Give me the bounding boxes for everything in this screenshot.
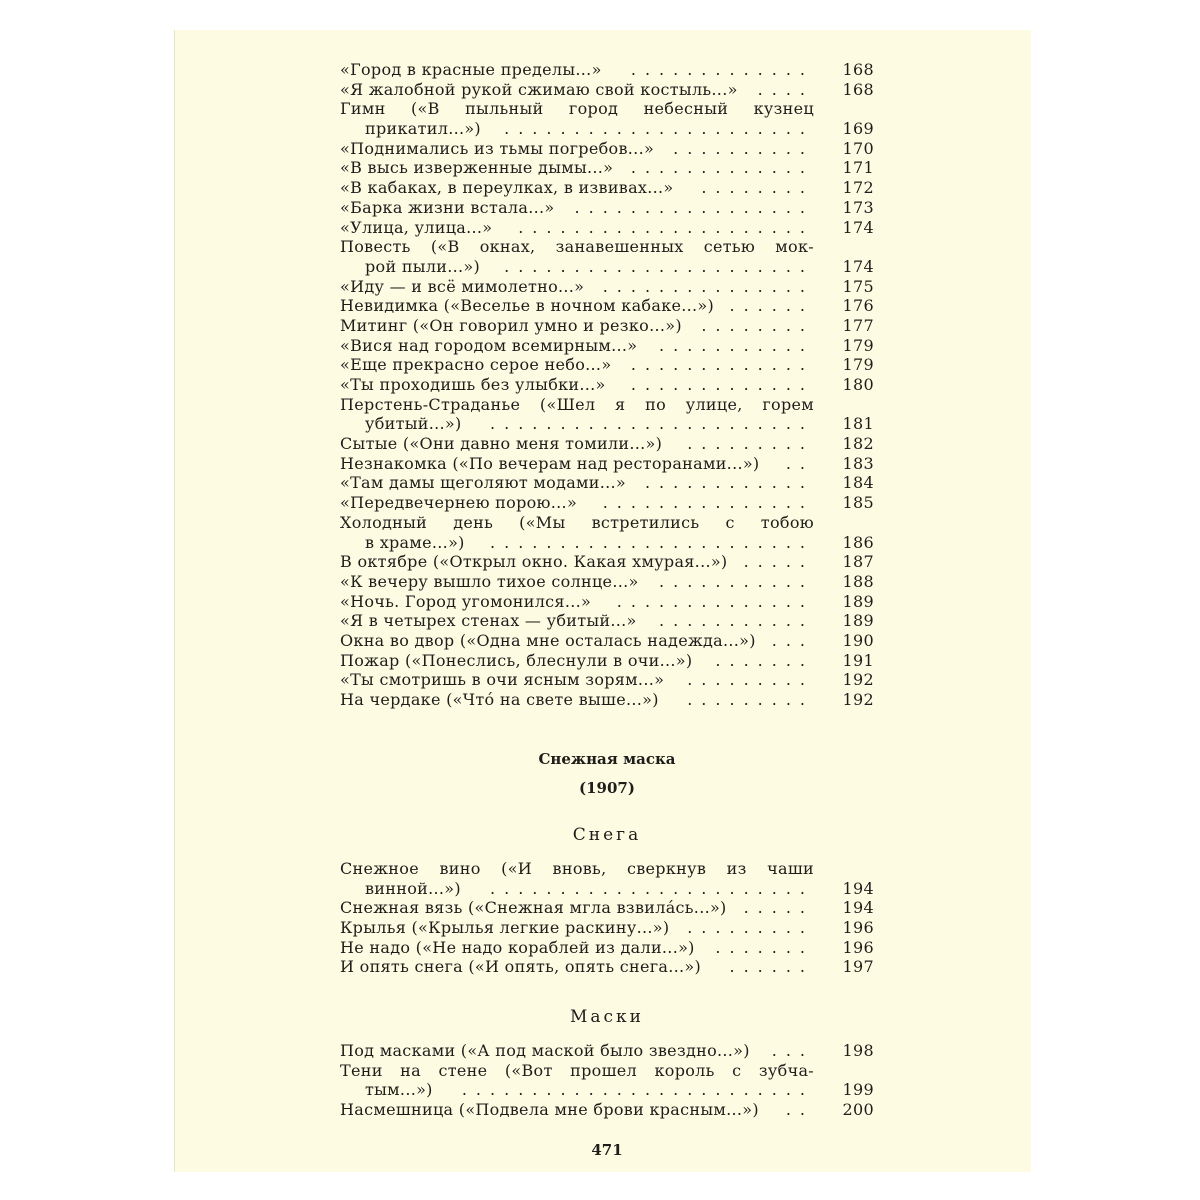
toc-entry-title: «Передвечернею порою...» (340, 493, 578, 513)
leader-dots: ............. (630, 158, 814, 178)
leader-dots: ........ (701, 178, 814, 198)
leader-dots: ....... (715, 937, 814, 957)
toc-entry-line (340, 375, 874, 395)
toc-entry-line (340, 651, 874, 671)
toc-entry-title: «Барка жизни встала...» (340, 197, 555, 217)
toc-entry-line (340, 80, 874, 100)
toc-entry-line (340, 198, 874, 218)
toc-entry-title: Гимн («В пыльный город небесный кузнец (340, 99, 814, 119)
toc-entry-title: «К вечеру вышло тихое солнце...» (340, 571, 639, 591)
toc-entry-title: Повесть («В окнах, занавешенных сетью мок- (340, 237, 814, 257)
toc-section-1 (340, 60, 874, 710)
leader-dots: .............. (616, 591, 814, 611)
leader-dots: .. (785, 453, 814, 473)
subsection-title-snega: Снега (572, 825, 642, 845)
leader-dots: ...... (729, 296, 814, 316)
toc-page-number: 183 (842, 453, 874, 473)
toc-entry-line (340, 257, 874, 277)
toc-entry-line (340, 178, 874, 198)
toc-entry-line (340, 296, 874, 316)
toc-page-number: 187 (842, 552, 874, 572)
toc-page-number: 176 (842, 296, 874, 316)
leader-dots: ............. (630, 60, 814, 79)
toc-page-number: 188 (842, 571, 874, 591)
toc-entry-title: «В высь изверженные дымы...» (340, 158, 614, 178)
toc-entry-title: Снежная вязь («Снежная мгла взвила́сь...») (340, 898, 727, 918)
toc-entry-title: В октябре («Открыл окно. Какая хмурая...») (340, 552, 728, 572)
toc-page-number: 174 (842, 217, 874, 237)
leader-dots: ... (771, 1041, 814, 1060)
toc-entry-title: Митинг («Он говорил умно и резко...») (340, 315, 682, 335)
toc-entry-line (340, 1100, 874, 1120)
toc-page-number: 198 (842, 1041, 874, 1060)
toc-page-number: 196 (842, 937, 874, 957)
leader-dots: ............... (602, 493, 814, 513)
toc-page-number: 191 (842, 650, 874, 670)
toc-entry-line (340, 414, 874, 434)
leader-dots: ....... (715, 650, 814, 670)
toc-entry-line (340, 158, 874, 178)
toc-entry-title: «Я жалобной рукой сжимаю свой костыль...» (340, 79, 738, 99)
toc-entry-line (340, 218, 874, 238)
toc-page-number: 200 (842, 1100, 874, 1120)
toc-entry-line (340, 139, 874, 159)
toc-page-number: 174 (842, 256, 874, 276)
toc-entry-title: «Ты проходишь без улыбки...» (340, 375, 606, 394)
toc-entry-line (340, 513, 874, 533)
leader-dots: ....................... (490, 878, 814, 898)
toc-entry-title: рой пыли...») (365, 256, 481, 276)
toc-entry-title: Невидимка («Веселье в ночном кабаке...») (340, 296, 715, 316)
toc-entry-line (340, 898, 874, 918)
toc-entry-title: «Вися над городом всемирным...» (340, 335, 638, 355)
toc-entry-line (340, 592, 874, 612)
page-number: 471 (591, 1141, 623, 1159)
toc-entry-line (340, 99, 874, 119)
toc-entry-line (340, 859, 874, 879)
toc-entry-line (340, 879, 874, 899)
toc-page-number: 197 (842, 957, 874, 977)
toc-entry-line (340, 1041, 874, 1061)
toc-entry-line (340, 119, 874, 139)
leader-dots: .......... (673, 138, 814, 158)
toc-entry-line (340, 670, 874, 690)
toc-entry-title: «Город в красные пределы...» (340, 60, 602, 79)
toc-entry-line (340, 355, 874, 375)
subsection-title-maski: Маски (569, 1007, 645, 1027)
leader-dots: ...................... (504, 256, 814, 276)
toc-entry-line (340, 572, 874, 592)
toc-entry-title: Тени на стене («Вот прошел король с зубча- (340, 1060, 814, 1080)
toc-section-snega (340, 859, 874, 977)
toc-entry-line (340, 336, 874, 356)
toc-entry-title: Холодный день («Мы встретились с тобою (340, 512, 814, 532)
leader-dots: ....................... (490, 414, 814, 434)
toc-entry-line (340, 316, 874, 336)
toc-page-number: 172 (842, 178, 874, 198)
toc-entry-line (340, 473, 874, 493)
toc-page-number: 180 (842, 375, 874, 394)
toc-entry-line (340, 1061, 874, 1081)
toc-entry-title: в храме...») (365, 532, 465, 552)
toc-entry-title: «Иду — и всё мимолетно...» (340, 276, 585, 296)
toc-entry-title: Снежное вино («И вновь, сверкнув из чаши (340, 859, 814, 878)
toc-section-maski (340, 1041, 874, 1120)
toc-page-number: 189 (842, 611, 874, 631)
toc-page-number: 192 (842, 690, 874, 709)
toc-page-number: 185 (842, 493, 874, 513)
toc-entry-title: «Ночь. Город угомонился...» (340, 591, 592, 611)
toc-entry-title: Незнакомка («По вечерам над ресторанами...») (340, 453, 760, 473)
toc-page-number: 173 (842, 197, 874, 217)
toc-entry-line (340, 1080, 874, 1100)
toc-entry-line (340, 395, 874, 415)
toc-entry-title: «Ты смотришь в очи ясным зорям...» (340, 670, 665, 690)
toc-entry-line (340, 434, 874, 454)
cycle-year: (1907) (579, 779, 635, 797)
toc-page-number: 169 (842, 119, 874, 139)
toc-entry-line (340, 631, 874, 651)
leader-dots: ........... (659, 611, 814, 631)
leader-dots: ............. (630, 375, 814, 394)
toc-page-number: 194 (842, 898, 874, 918)
leader-dots: ...... (729, 957, 814, 977)
leader-dots: ........ (701, 315, 814, 335)
toc-entry-title: «В кабаках, в переулках, в извивах...» (340, 178, 674, 198)
toc-entry-title: Пожар («Понеслись, блеснули в очи...») (340, 650, 693, 670)
toc-page-number: 181 (842, 414, 874, 434)
leader-dots: ........... (659, 571, 814, 591)
leader-dots: ............ (644, 473, 814, 493)
toc-entry-title: Насмешница («Подвела мне брови красным...») (340, 1100, 759, 1120)
cycle-title: Снежная маска (538, 750, 676, 768)
toc-page-number: 177 (842, 315, 874, 335)
toc-entry-title: «Улица, улица...» (340, 217, 493, 237)
toc-page-number: 192 (842, 670, 874, 690)
toc-entry-line (340, 552, 874, 572)
leader-dots: ..................... (518, 217, 814, 237)
leader-dots: ......... (687, 434, 814, 454)
toc-entry-title: Сытые («Они давно меня томили...») (340, 434, 663, 454)
toc-page-number: 168 (842, 79, 874, 99)
toc-entry-title: винной...») (365, 878, 461, 898)
toc-entry-line (340, 938, 874, 958)
leader-dots: ......... (687, 670, 814, 690)
toc-entry-line (340, 277, 874, 297)
toc-entry-title: убитый...») (365, 414, 462, 434)
toc-entry-title: Под масками («А под маской было звездно...») (340, 1041, 750, 1060)
toc-page-number: 199 (842, 1080, 874, 1100)
toc-entry-line (340, 454, 874, 474)
toc-entry-line (340, 60, 874, 80)
toc-entry-title: «Еще прекрасно серое небо...» (340, 355, 612, 375)
toc-page-number: 171 (842, 158, 874, 178)
toc-page-number: 190 (842, 630, 874, 650)
toc-entry-title: На чердаке («Что́ на свете выше...») (340, 690, 659, 709)
toc-entry-line (340, 493, 874, 513)
toc-page-number: 179 (842, 355, 874, 375)
toc-page-number: 170 (842, 138, 874, 158)
toc-entry-title: прикатил...») (365, 119, 481, 139)
toc-page-number: 182 (842, 434, 874, 454)
toc-page-number: 179 (842, 335, 874, 355)
toc-entry-line (340, 957, 874, 977)
toc-entry-line (340, 690, 874, 710)
toc-page-number: 184 (842, 473, 874, 493)
toc-entry-line (340, 533, 874, 553)
leader-dots: ..... (743, 898, 814, 918)
toc-entry-line (340, 611, 874, 631)
leader-dots: ...................... (504, 119, 814, 139)
toc-page-number: 168 (842, 60, 874, 79)
leader-dots: ............. (630, 355, 814, 375)
leader-dots: ......................... (461, 1080, 814, 1100)
toc-page-number: 196 (842, 918, 874, 938)
toc-page-number: 194 (842, 878, 874, 898)
toc-entry-line (340, 918, 874, 938)
toc-page-number: 175 (842, 276, 874, 296)
toc-entry-title: «Там дамы щеголяют модами...» (340, 473, 626, 493)
leader-dots: ... (771, 630, 814, 650)
leader-dots: .... (757, 79, 814, 99)
toc-page-number: 186 (842, 532, 874, 552)
toc-entry-title: Не надо («Не надо кораблей из дали...») (340, 937, 695, 957)
toc-page-number: 189 (842, 591, 874, 611)
toc-entry-title: И опять снега («И опять, опять снега...») (340, 957, 702, 977)
leader-dots: ..... (743, 552, 814, 572)
leader-dots: .. (785, 1100, 814, 1120)
leader-dots: ........... (659, 335, 814, 355)
toc-entry-title: тым...») (365, 1080, 433, 1100)
toc-entry-title: Окна во двор («Одна мне осталась надежда...») (340, 630, 756, 650)
leader-dots: ....................... (490, 532, 814, 552)
toc-entry-line (340, 237, 874, 257)
toc-entry-title: Перстень-Страданье («Шел я по улице, горем (340, 394, 814, 414)
toc-entry-title: Крылья («Крылья легкие раскину...») (340, 918, 670, 938)
leader-dots: ............... (602, 276, 814, 296)
toc-entry-title: «Я в четырех стенах — убитый...» (340, 611, 637, 631)
toc-entry-title: «Поднимались из тьмы погребов...» (340, 138, 655, 158)
leader-dots: ......... (687, 918, 814, 938)
leader-dots: ......... (687, 690, 814, 709)
leader-dots: ................. (574, 197, 814, 217)
